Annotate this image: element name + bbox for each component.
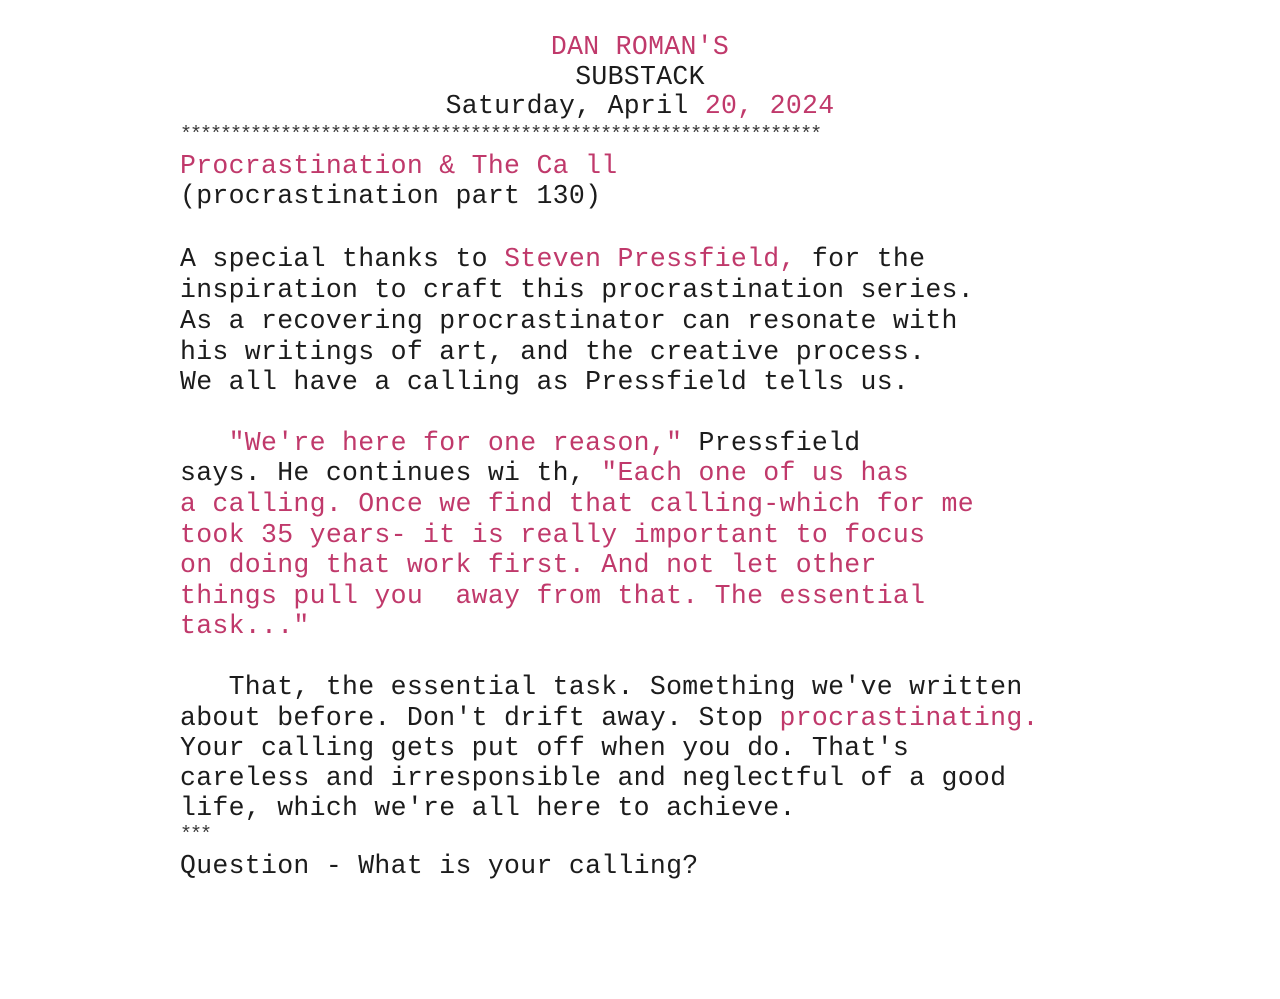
paragraph-3-line-4: careless and irresponsible and neglectful of a good bbox=[180, 763, 1007, 793]
header-publication: SUBSTACK bbox=[575, 62, 705, 92]
paragraph-1-line-5: We all have a calling as Pressfield tells us. bbox=[180, 367, 910, 397]
header-date bbox=[0, 91, 1280, 121]
paragraph-2-line-7: task..." bbox=[180, 611, 310, 641]
p3-highlight: procrastinating. bbox=[779, 703, 1039, 733]
post-subtitle: (procrastination part 130) bbox=[180, 181, 602, 211]
paragraph-2-line-1 bbox=[180, 428, 861, 458]
p1-text: A special thanks to bbox=[180, 244, 505, 274]
paragraph-2-line-3: a calling. Once we find that calling-which for me bbox=[180, 489, 974, 519]
quote-continues: says. He continues wi th, bbox=[180, 458, 602, 488]
paragraph-1-line-2: inspiration to craft this procrastination series. bbox=[180, 275, 974, 305]
quote-open: "We're here for one reason," bbox=[180, 428, 683, 458]
header-author: DAN ROMAN'S bbox=[550, 32, 730, 62]
header-date-prefix: Saturday, April bbox=[445, 91, 705, 121]
quote-second-start: "Each one of us has bbox=[601, 458, 910, 488]
p3-text: about before. Don't drift away. Stop bbox=[180, 703, 780, 733]
paragraph-1-line-4: his writings of art, and the creative process. bbox=[180, 337, 926, 367]
post-title: Procrastination & The Ca ll bbox=[180, 151, 618, 181]
star-separator: **************************************************************** bbox=[180, 124, 821, 147]
closing-question: Question - What is your calling? bbox=[180, 851, 699, 881]
paragraph-1-line-3: As a recovering procrastinator can resonate with bbox=[180, 306, 958, 336]
paragraph-3-line-2 bbox=[180, 703, 1039, 733]
paragraph-2-line-2 bbox=[180, 458, 909, 488]
paragraph-2-line-5: on doing that work first. And not let other bbox=[180, 550, 877, 580]
paragraph-3-line-3: Your calling gets put off when you do. That's bbox=[180, 733, 910, 763]
paragraph-2-line-6: things pull you away from that. The essential bbox=[180, 581, 926, 611]
paragraph-3-line-1: That, the essential task. Something we've written bbox=[180, 672, 1023, 702]
header-date-highlight: 20, 2024 bbox=[704, 91, 835, 121]
quote-attribution: Pressfield bbox=[682, 428, 861, 458]
p1-name-highlight: Steven Pressfield, bbox=[504, 244, 796, 274]
p1-text-end: for the bbox=[795, 244, 926, 274]
small-star-separator: *** bbox=[180, 824, 211, 847]
paragraph-2-line-4: took 35 years- it is really important to focus bbox=[180, 520, 926, 550]
paragraph-1-line-1 bbox=[180, 244, 925, 274]
paragraph-3-line-5: life, which we're all here to achieve. bbox=[180, 793, 796, 823]
